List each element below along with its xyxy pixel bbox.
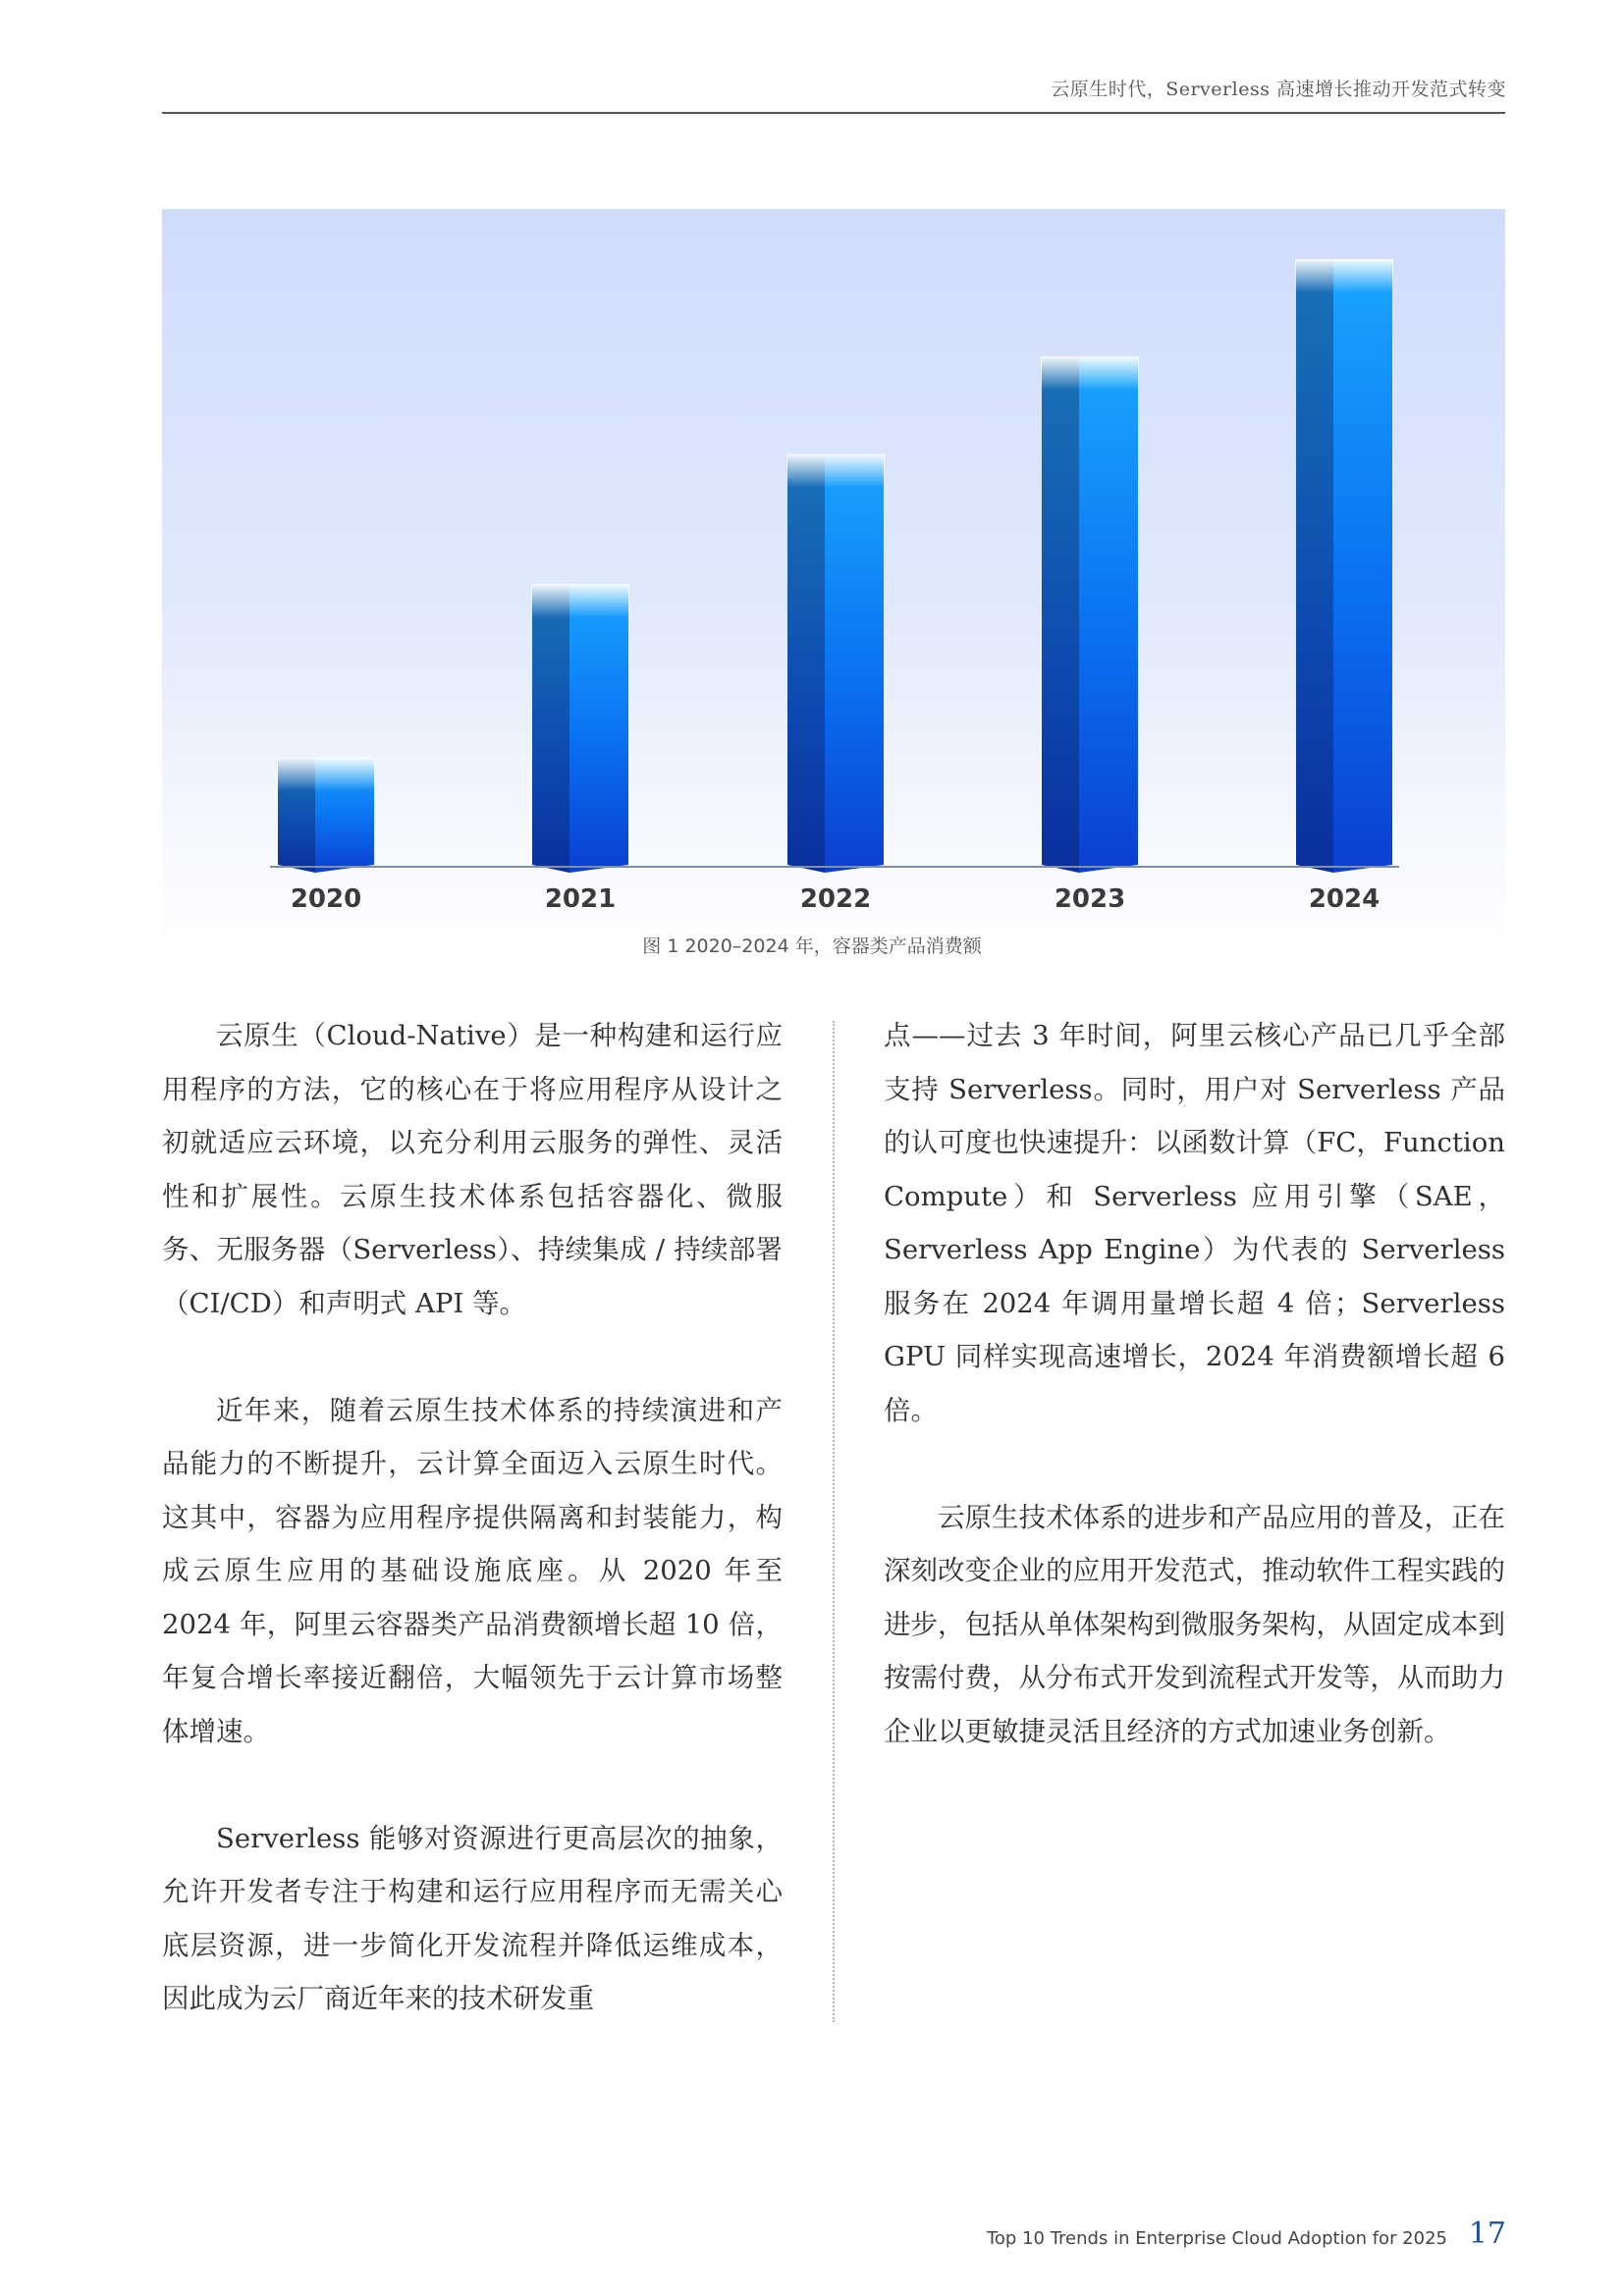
paragraph-container-growth: 近年来，随着云原生技术体系的持续演进和产品能力的不断提升，云计算全面迈入云原生时代。这其中，容器为应用程序提供隔离和封装能力，构成云原生应用的基础设施底座。从 2020 年至 2024 年，阿里云容器类产品消费额增长超 10 倍，年复合增长率接近翻倍，大幅领先于云计算市场整体增速。 [162, 1394, 783, 1747]
bar-front-2024 [1333, 260, 1392, 873]
bar-side-2021 [532, 585, 569, 873]
x-tick-label-2024: 2024 [1308, 884, 1380, 914]
running-header: 云原生时代，Serverless 高速增长推动开发范式转变 [1051, 79, 1506, 100]
chart-caption: 图 1 2020–2024 年，容器类产品消费额 [642, 935, 982, 957]
bar-side-2022 [787, 455, 825, 873]
bar-side-2024 [1296, 260, 1333, 873]
x-tick-label-2021: 2021 [544, 884, 617, 914]
header-divider [162, 112, 1505, 114]
right-column [884, 1009, 1505, 1758]
bar-front-2021 [569, 585, 628, 873]
bar-side-2023 [1042, 357, 1079, 873]
bar-2022 [786, 454, 885, 873]
bar-top-fade-2022 [786, 454, 885, 488]
bar-top-fade-2024 [1295, 259, 1393, 293]
page-number: 17 [1468, 2216, 1506, 2251]
paragraph-serverless-adoption: 点——过去 3 年时间，阿里云核心产品已几乎全部支持 Serverless。同时，用户对 Serverless 产品的认可度也快速提升：以函数计算（FC，Function Compute）和 Serverless 应用引擎（SAE，Serverless App Engine）为代表的 Serverless 服务在 2024 年调用量增长超 4 倍；Serverless GPU 同样实现高速增长，2024 年消费额增长超 6 倍。 [884, 1020, 1505, 1426]
footer-report-title: Top 10 Trends in Enterprise Cloud Adoption for 2025 [986, 2228, 1447, 2249]
bar-2020 [277, 758, 375, 873]
chart-canvas [162, 209, 1505, 967]
x-tick-label-2023: 2023 [1054, 884, 1126, 914]
x-axis-labels [291, 884, 1380, 914]
column-divider [833, 1021, 835, 2022]
bar-2024 [1295, 259, 1393, 873]
left-column [162, 1009, 783, 2026]
bar-2023 [1041, 356, 1139, 873]
bar-2021 [531, 584, 629, 873]
paragraph-cloud-native-definition: 云原生（Cloud-Native）是一种构建和运行应用程序的方法，它的核心在于将应用程序从设计之初就适应云环境，以充分利用云服务的弹性、灵活性和扩展性。云原生技术体系包括容器化、微服务、无服务器（Serverless）、持续集成 / 持续部署（CI/CD）和声明式 API 等。 [162, 1020, 783, 1319]
bars-group [277, 259, 1393, 873]
bar-top-fade-2023 [1041, 356, 1139, 390]
bar-front-2023 [1079, 357, 1138, 873]
paragraph-serverless-abstraction: Serverless 能够对资源进行更高层次的抽象，允许开发者专注于构建和运行应用程序而无需关心底层资源，进一步简化开发流程并降低运维成本，因此成为云厂商近年来的技术研发重 [162, 1822, 783, 2014]
bar-chart [162, 209, 1505, 967]
x-tick-label-2022: 2022 [799, 884, 872, 914]
x-tick-label-2020: 2020 [290, 884, 362, 914]
bar-top-fade-2020 [277, 758, 375, 791]
paragraph-development-paradigm: 云原生技术体系的进步和产品应用的普及，正在深刻改变企业的应用开发范式，推动软件工程实践的进步，包括从单体架构到微服务架构，从固定成本到按需付费，从分布式开发到流程式开发等，从而助力企业以更敏捷灵活且经济的方式加速业务创新。 [884, 1501, 1505, 1747]
bar-top-fade-2021 [531, 584, 629, 617]
bar-front-2022 [825, 455, 884, 873]
